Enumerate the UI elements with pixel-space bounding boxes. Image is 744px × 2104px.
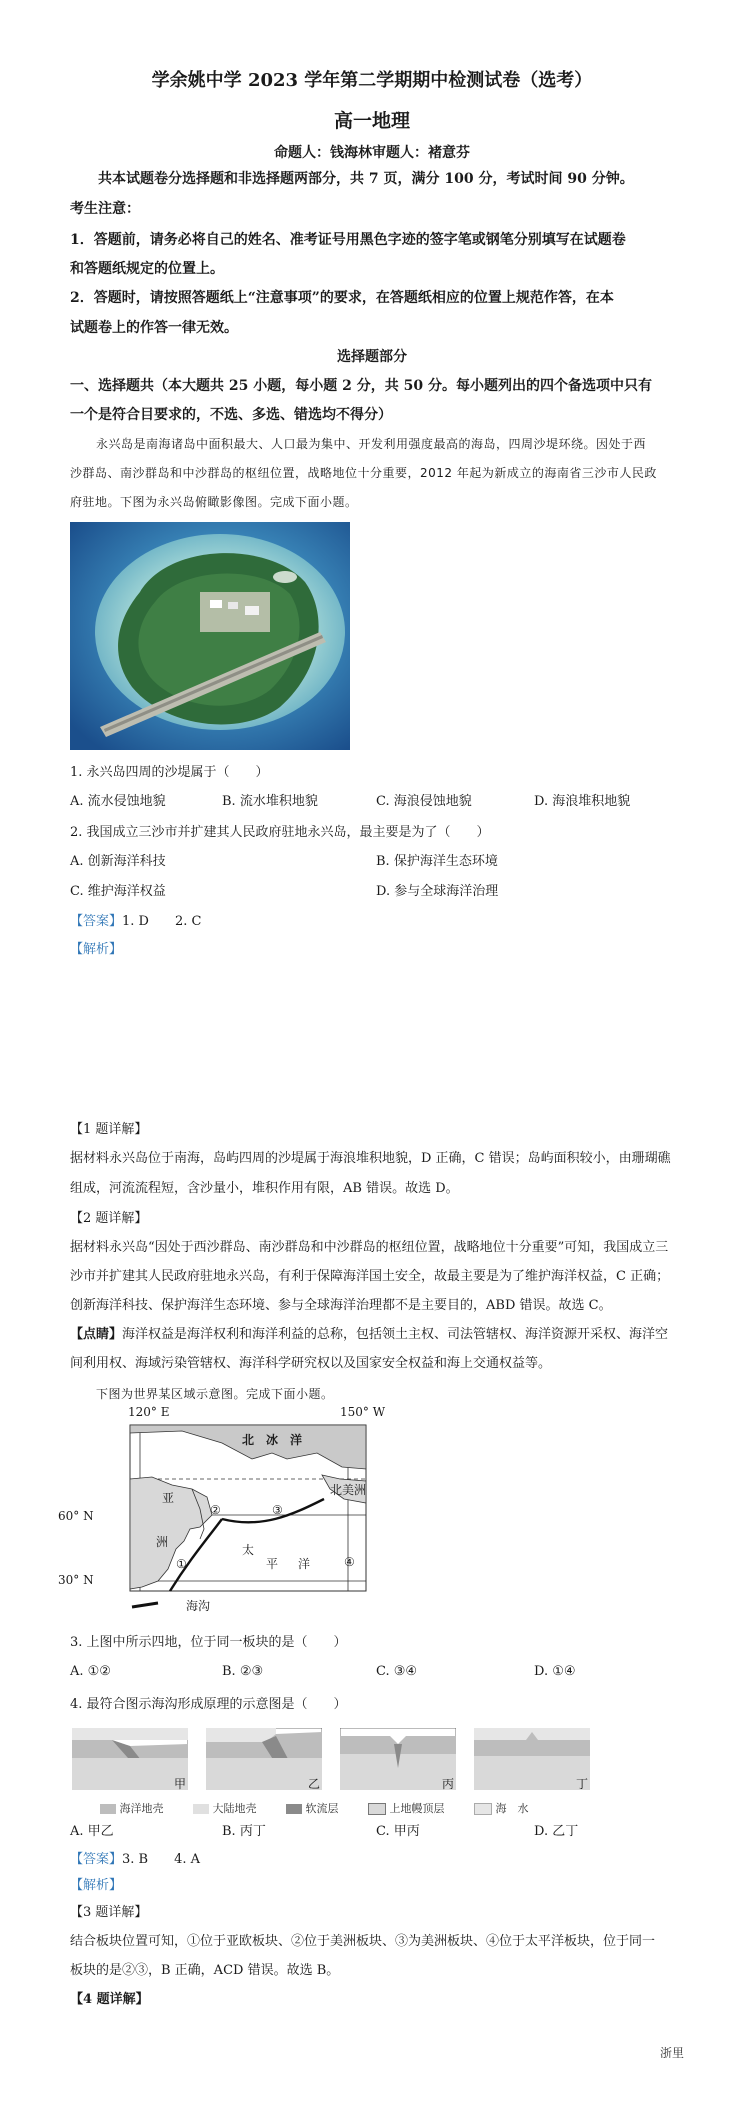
section-instructions-line2: 一个是符合目要求的，不选、多选、错选均不得分） (70, 407, 392, 423)
map-lat-bottom: 30° N (58, 1573, 94, 1587)
detail-2-tag: 【2 题详解】 (70, 1211, 148, 1226)
map-lon-left: 120° E (128, 1405, 170, 1419)
material-1-line2: 沙群岛、南沙群岛和中沙群岛的枢纽位置，战略地位十分重要，2012 年起为新成立的海南省三沙市人民政 (70, 466, 657, 480)
legend-swatch-4 (368, 1803, 386, 1815)
q3-option-b[interactable]: B. ②③ (222, 1664, 264, 1679)
legend-item-4: 上地幔顶层 (389, 1802, 445, 1815)
map-lon-right: 150° W (340, 1405, 386, 1419)
detail-1-line2: 组成，河流流程短，含沙量小，堆积作用有限，AB 错误。故选 D。 (70, 1181, 459, 1196)
intro-line: 共本试题卷分选择题和非选择题两部分，共 7 页，满分 100 分，考试时间 90 分钟。 (98, 171, 634, 187)
q2-option-c[interactable]: C. 维护海洋权益 (70, 884, 166, 899)
map-label-asia: 亚 (162, 1491, 175, 1505)
q4-option-a[interactable]: A. 甲乙 (70, 1824, 114, 1839)
tip-line2: 间利用权、海域污染管辖权、海洋科学研究权以及国家安全权益和海上交通权益等。 (70, 1356, 552, 1371)
authors-line: 命题人：钱海林审题人：褚意芬 (274, 145, 470, 161)
tip-text-1: 海洋权益是海洋权利和海洋利益的总称，包括领土主权、司法管辖权、海洋资源开采权、海洋空 (122, 1327, 669, 1342)
detail-2-line1: 据材料永兴岛“因处于西沙群岛、南沙群岛和中沙群岛的枢纽位置，战略地位十分重要”可知，我国成立三 (70, 1240, 669, 1255)
legend-swatch-2 (193, 1804, 209, 1814)
q3-stem: 3. 上图中所示四地，位于同一板块的是（ ） (70, 1635, 347, 1650)
legend-item-2: 大陆地壳 (212, 1802, 257, 1815)
legend-item-1: 海洋地壳 (119, 1802, 164, 1815)
diagram-label-jia: 甲 (173, 1777, 186, 1791)
material-2: 下图为世界某区域示意图。完成下面小题。 (96, 1387, 334, 1401)
q1-stem: 1. 永兴岛四周的沙堤属于（ ） (70, 765, 269, 780)
q3-option-d[interactable]: D. ①④ (534, 1664, 576, 1679)
section-instructions-line1: 一、选择题共（本大题共 25 小题，每小题 2 分，共 50 分。每小题列出的四个备选项中只有 (70, 378, 652, 394)
detail-1-line1: 据材料永兴岛位于南海，岛屿四周的沙堤属于海浪堆积地貌，D 正确，C 错误；岛屿面积较小，由珊瑚礁 (70, 1151, 671, 1166)
diagram-ding (474, 1728, 590, 1790)
island-aerial-photo (70, 522, 350, 750)
q2-option-d[interactable]: D. 参与全球海洋治理 (376, 884, 499, 899)
q1-option-c[interactable]: C. 海浪侵蚀地貌 (376, 794, 472, 809)
analysis-tag-2: 【解析】 (70, 1878, 123, 1893)
map-marker-2: ② (210, 1503, 221, 1517)
map-label-arctic: 北 冰 洋 (242, 1433, 303, 1447)
exam-title: 学余姚中学 2023 学年第二学期期中检测试卷（选考） (151, 70, 593, 91)
q1-option-a[interactable]: A. 流水侵蚀地貌 (70, 794, 166, 809)
detail-4-tag: 【4 题详解】 (70, 1992, 149, 2007)
map-lat-top: 60° N (58, 1509, 94, 1523)
material-1-line3: 府驻地。下图为永兴岛俯瞰影像图。完成下面小题。 (70, 495, 358, 509)
map-marker-3: ③ (272, 1503, 283, 1517)
q4-option-c[interactable]: C. 甲丙 (376, 1824, 420, 1839)
section-title: 选择题部分 (337, 349, 407, 365)
q2-option-b[interactable]: B. 保护海洋生态环境 (376, 854, 498, 869)
q1-option-d[interactable]: D. 海浪堆积地貌 (534, 794, 631, 809)
material-1-line1: 永兴岛是南海诸岛中面积最大、人口最为集中、开发利用强度最高的海岛，四周沙堤环绕。因处于西 (96, 437, 647, 451)
legend-item-5: 海 水 (495, 1802, 529, 1815)
diagram-label-ding: 丁 (575, 1777, 588, 1791)
legend-swatch-5 (474, 1803, 492, 1815)
analysis-tag: 【解析】 (70, 942, 123, 957)
diagram-label-bing: 丙 (441, 1777, 454, 1791)
map-marker-4: ④ (344, 1555, 355, 1569)
diagram-bing (340, 1728, 456, 1790)
answer-tag: 【答案】 (70, 914, 123, 929)
tip-tag: 【点睛】 (70, 1327, 123, 1342)
detail-3-tag: 【3 题详解】 (70, 1905, 148, 1920)
q1-option-b[interactable]: B. 流水堆积地貌 (222, 794, 318, 809)
notice-item-1-line1: 1．答题前，请务必将自己的姓名、准考证号用黑色字迹的签字笔或钢笔分别填写在试题卷 (70, 232, 626, 248)
map-label-pacific-3: 洋 (298, 1557, 311, 1571)
detail-3-line1: 结合板块位置可知，①位于亚欧板块、②位于美洲板块、③为美洲板块、④位于太平洋板块，位于同一 (70, 1934, 656, 1949)
answer-text: 1. D 2. C (122, 914, 202, 929)
q3-option-c[interactable]: C. ③④ (376, 1664, 418, 1679)
notice-item-2-line2: 试题卷上的作答一律无效。 (70, 320, 238, 336)
subject-title: 高一地理 (333, 110, 410, 132)
answer-2-tag: 【答案】 (70, 1852, 123, 1867)
diagram-yi (206, 1728, 322, 1790)
detail-3-line2: 板块的是②③，B 正确，ACD 错误。故选 B。 (70, 1963, 340, 1978)
q3-option-a[interactable]: A. ①② (70, 1664, 111, 1679)
q2-stem: 2. 我国成立三沙市并扩建其人民政府驻地永兴岛，最主要是为了（ ） (70, 825, 490, 840)
legend-item-3: 软流层 (305, 1802, 339, 1815)
page-footer: 浙里 (659, 2046, 684, 2060)
diagram-label-yi: 乙 (307, 1777, 320, 1791)
detail-2-line2: 沙市并扩建其人民政府驻地永兴岛，有利于保障海洋国土安全，故最主要是为了维护海洋权益，C 正确； (70, 1269, 670, 1284)
q4-stem: 4. 最符合图示海沟形成原理的示意图是（ ） (70, 1697, 347, 1712)
answer-1 (70, 910, 201, 934)
q2-option-a[interactable]: A. 创新海洋科技 (70, 854, 166, 869)
map-label-trench: 海沟 (186, 1599, 211, 1613)
legend-swatch-1 (100, 1804, 116, 1814)
tip-line1 (70, 1320, 668, 1349)
diagram-jia (72, 1728, 188, 1790)
map-marker-1: ① (176, 1557, 187, 1571)
map-label-asia-2: 洲 (156, 1535, 169, 1549)
map-label-pacific-2: 平 (266, 1557, 279, 1571)
notice-item-1-line2: 和答题纸规定的位置上。 (70, 261, 224, 277)
q4-option-d[interactable]: D. 乙丁 (534, 1824, 579, 1839)
legend-swatch-3 (286, 1804, 302, 1814)
map-label-pacific-1: 太 (242, 1543, 255, 1557)
notice-item-2-line1: 2．答题时，请按照答题纸上“注意事项”的要求，在答题纸相应的位置上规范作答，在本 (70, 290, 614, 306)
detail-2-line3: 创新海洋科技、保护海洋生态环境、参与全球海洋治理都不是主要目的，ABD 错误。故选 C。 (70, 1298, 612, 1313)
answer-2 (70, 1848, 200, 1872)
q4-option-b[interactable]: B. 丙丁 (222, 1824, 266, 1839)
region-map (58, 1405, 392, 1615)
answer-2-text: 3. B 4. A (122, 1852, 201, 1867)
map-label-namerica: 北美洲 (330, 1483, 367, 1497)
detail-1-tag: 【1 题详解】 (70, 1122, 148, 1137)
diagram-legend (100, 1800, 529, 1816)
notice-heading: 考生注意： (70, 201, 140, 217)
